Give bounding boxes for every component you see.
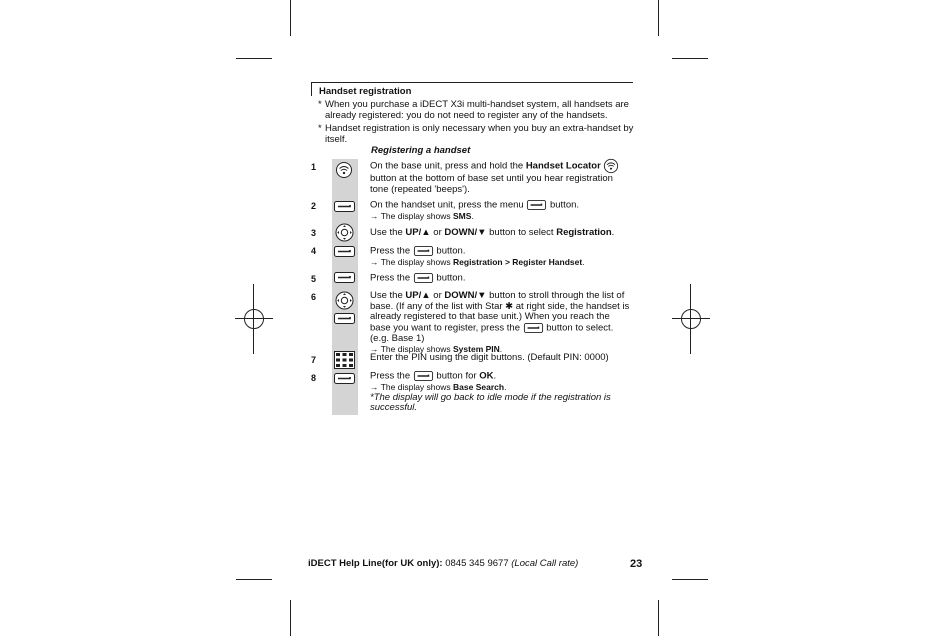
keypad-icon <box>334 351 355 369</box>
step-text <box>370 158 632 195</box>
bullet-mark: * <box>318 123 322 134</box>
softkey-icon <box>334 246 355 257</box>
step-text: Press the button. <box>370 272 466 284</box>
softkey-icon <box>334 272 355 283</box>
softkey-icon <box>334 313 355 324</box>
registration-mark-icon <box>244 309 264 329</box>
arrow-icon: → <box>370 344 379 355</box>
crop-mark <box>672 579 708 580</box>
bullet-text: Handset registration is only necessary when you buy an extra-handset by itself. <box>325 123 634 145</box>
crop-mark <box>236 58 272 59</box>
step-text-part: button. <box>549 199 580 211</box>
handset-locator-icon <box>603 158 619 174</box>
step-text-bold: Handset Locator <box>525 160 601 172</box>
step-text: Press the button. → The display shows Registration > Register Handset. <box>370 246 632 268</box>
step-number: 7 <box>311 355 317 365</box>
bullet-item <box>318 99 634 121</box>
step-number: 1 <box>311 162 317 172</box>
step-italic-note: *The display will go back to idle mode if the registration is successful. <box>370 391 611 414</box>
step-text-part: On the base unit, press and hold the <box>370 160 526 172</box>
up-key-label: UP/▲ <box>405 290 431 301</box>
softkey-icon <box>413 246 434 256</box>
step-number: 6 <box>311 292 317 302</box>
footer <box>308 558 578 569</box>
softkey-icon <box>523 323 544 333</box>
step-note: → The display shows SMS. <box>370 211 474 222</box>
softkey-icon <box>334 201 355 212</box>
bullet-mark: * <box>318 99 322 110</box>
crop-mark <box>658 600 659 636</box>
navigation-key-icon <box>335 291 354 310</box>
handset-locator-icon <box>335 161 353 179</box>
step-number: 4 <box>311 246 317 256</box>
step-text: Press the button for OK. → The display shows Base Search. *The display will go back to idle mode if the registration is successful. <box>370 371 632 414</box>
softkey-icon <box>334 373 355 384</box>
step-text-part: On the handset unit, press the menu <box>370 199 524 211</box>
step-number: 8 <box>311 373 317 383</box>
crop-mark <box>672 58 708 59</box>
step-text: Use the UP/▲ or DOWN/▼ button to stroll through the list of base. (If any of the list with Star ✱ at right side, the handset is already registered to that base unit.) When you reach the base you want to register, press the button to select. (e.g. Base 1) → The display shows System PIN. <box>370 291 632 355</box>
crop-mark <box>290 0 291 36</box>
step-number: 2 <box>311 201 317 211</box>
bullet-item <box>318 123 634 145</box>
down-key-label: DOWN/▼ <box>444 290 487 301</box>
footer-label: iDECT Help Line(for UK only): <box>308 558 443 569</box>
down-key-label: DOWN/▼ <box>444 227 487 238</box>
step-number: 5 <box>311 274 317 284</box>
step-note: → The display shows Base Search. <box>370 382 507 393</box>
softkey-icon <box>526 200 547 210</box>
sub-title: Registering a handset <box>371 145 471 156</box>
crop-mark <box>290 600 291 636</box>
crop-mark <box>658 0 659 36</box>
footer-rate: (Local Call rate) <box>511 558 579 569</box>
page-number: 23 <box>630 558 643 570</box>
arrow-icon: → <box>370 382 379 393</box>
step-note: → The display shows System PIN. <box>370 344 503 355</box>
step-text: Use the UP/▲ or DOWN/▼ button to select Registration. <box>370 227 615 238</box>
registration-mark-icon <box>681 309 701 329</box>
softkey-icon <box>413 371 434 381</box>
arrow-icon: → <box>370 211 379 222</box>
step-text <box>370 200 632 222</box>
section-title: Handset registration <box>311 82 633 96</box>
up-key-label: UP/▲ <box>405 227 431 238</box>
arrow-icon: → <box>370 257 379 268</box>
bullet-text: When you purchase a iDECT X3i multi-handset system, all handsets are already registered: you do not need to register any of the handsets. <box>325 99 629 121</box>
softkey-icon <box>413 273 434 283</box>
step-text: Enter the PIN using the digit buttons. (Default PIN: 0000) <box>370 352 609 363</box>
step-note: → The display shows Registration > Register Handset. <box>370 257 585 268</box>
navigation-key-icon <box>335 223 354 242</box>
step-text-part: button at the bottom of base set until you hear registration tone (repeated 'beeps'). <box>370 173 613 195</box>
crop-mark <box>236 579 272 580</box>
footer-phone: 0845 345 9677 <box>442 558 512 569</box>
step-number: 3 <box>311 228 317 238</box>
